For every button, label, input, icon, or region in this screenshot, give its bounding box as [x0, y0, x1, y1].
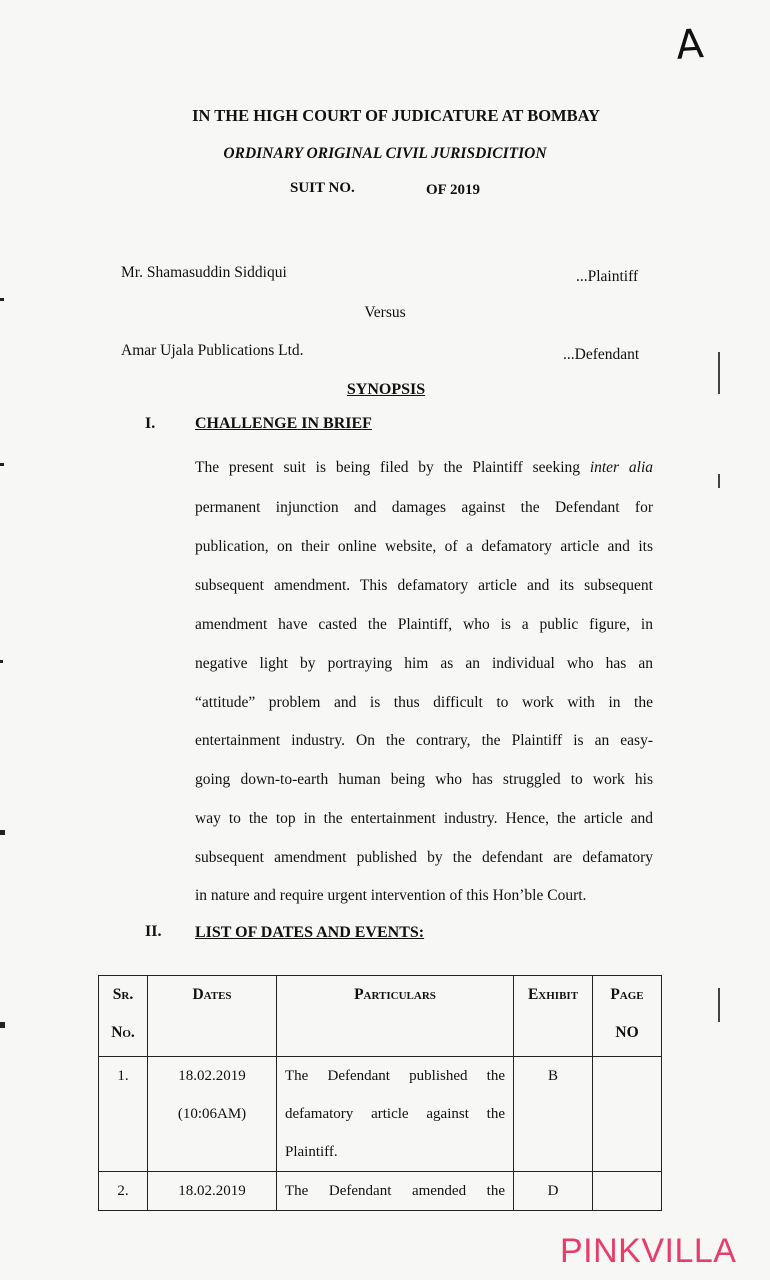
paragraph-line: permanent injunction and damages against the Defendant for	[195, 499, 653, 516]
jurisdiction-heading: ORDINARY ORIGINAL CIVIL JURISDICITION	[223, 145, 547, 162]
scan-mark	[0, 660, 3, 663]
header-sr-no	[99, 976, 148, 1057]
table-row	[99, 1057, 662, 1172]
header-dates: Dates	[148, 976, 277, 1057]
paragraph-line: amendment have casted the Plaintiff, who is a public figure, in	[195, 616, 653, 633]
versus-text: Versus	[364, 304, 406, 321]
row-exhibit: B	[514, 1057, 593, 1172]
section-1-title: CHALLENGE IN BRIEF	[195, 415, 372, 432]
suit-number-label: SUIT NO.	[290, 180, 355, 196]
row-date	[148, 1057, 277, 1172]
pinkvilla-watermark: PINKVILLA	[560, 1232, 737, 1270]
defendant-role: ...Defendant	[563, 346, 640, 363]
particulars-line: The Defendant published the	[285, 1068, 505, 1084]
row-date-value: 18.02.2019	[178, 1068, 246, 1084]
table-header-row	[99, 976, 662, 1057]
row-page	[593, 1172, 662, 1211]
scan-mark	[0, 298, 4, 301]
scan-line	[718, 352, 720, 394]
particulars-line: The Defendant amended the	[285, 1183, 505, 1199]
table-row	[99, 1172, 662, 1211]
defendant-name: Amar Ujala Publications Ltd.	[121, 342, 304, 359]
synopsis-heading: SYNOPSIS	[346, 381, 426, 398]
paragraph-line: The present suit is being filed by the Plaintiff seeking inter alia	[195, 459, 654, 476]
scan-mark	[0, 1022, 5, 1028]
header-no-label: No.	[111, 1024, 135, 1041]
row-particulars	[277, 1057, 514, 1172]
row-date: 18.02.2019	[148, 1172, 277, 1211]
plaintiff-name: Mr. Shamasuddin Siddiqui	[121, 264, 287, 281]
row-exhibit: D	[514, 1172, 593, 1211]
latin-phrase: inter alia	[589, 459, 654, 476]
plaintiff-role: ...Plaintiff	[576, 268, 639, 285]
row-sr: 2.	[99, 1172, 148, 1211]
row-sr: 1.	[99, 1057, 148, 1172]
scan-mark	[0, 830, 5, 835]
paragraph-line: negative light by portraying him as an individual who has an	[195, 655, 653, 672]
paragraph-line: subsequent amendment published by the defendant are defamatory	[195, 849, 653, 866]
header-sr-label: Sr.	[112, 986, 134, 1003]
dates-events-table	[98, 975, 662, 1211]
paragraph-line: subsequent amendment. This defamatory article and its subsequent	[195, 577, 653, 594]
paragraph-line: way to the top in the entertainment industry. Hence, the article and	[195, 810, 653, 827]
header-page-label: Page	[610, 986, 644, 1003]
row-page	[593, 1057, 662, 1172]
section-1-number: I.	[145, 415, 156, 432]
suit-year: OF 2019	[426, 182, 481, 198]
section-2-number: II.	[145, 923, 162, 940]
paragraph-line: going down-to-earth human being who has struggled to work his	[195, 771, 653, 788]
scan-line	[718, 474, 720, 488]
handwritten-corner-mark: A	[674, 21, 705, 69]
particulars-line: defamatory article against the	[285, 1106, 505, 1122]
header-page-no	[593, 976, 662, 1057]
row-time-value: (10:06AM)	[177, 1106, 247, 1122]
paragraph-line: in nature and require urgent intervention of this Hon’ble Court.	[195, 887, 587, 904]
header-particulars: Particulars	[277, 976, 514, 1057]
particulars-line: Plaintiff.	[285, 1144, 338, 1160]
scan-mark	[0, 463, 4, 466]
section-2-title: LIST OF DATES AND EVENTS:	[195, 924, 425, 941]
paragraph-line: “attitude” problem and is thus difficult to work with in the	[195, 694, 653, 711]
header-page-no-label: NO	[615, 1024, 639, 1041]
row-particulars	[277, 1172, 514, 1211]
header-exhibit: Exhibit	[514, 976, 593, 1057]
paragraph-line: publication, on their online website, of a defamatory article and its	[195, 538, 653, 555]
court-title: IN THE HIGH COURT OF JUDICATURE AT BOMBAY	[192, 106, 600, 125]
scan-line	[718, 988, 720, 1022]
paragraph-line: entertainment industry. On the contrary, the Plaintiff is an easy-	[195, 732, 653, 749]
